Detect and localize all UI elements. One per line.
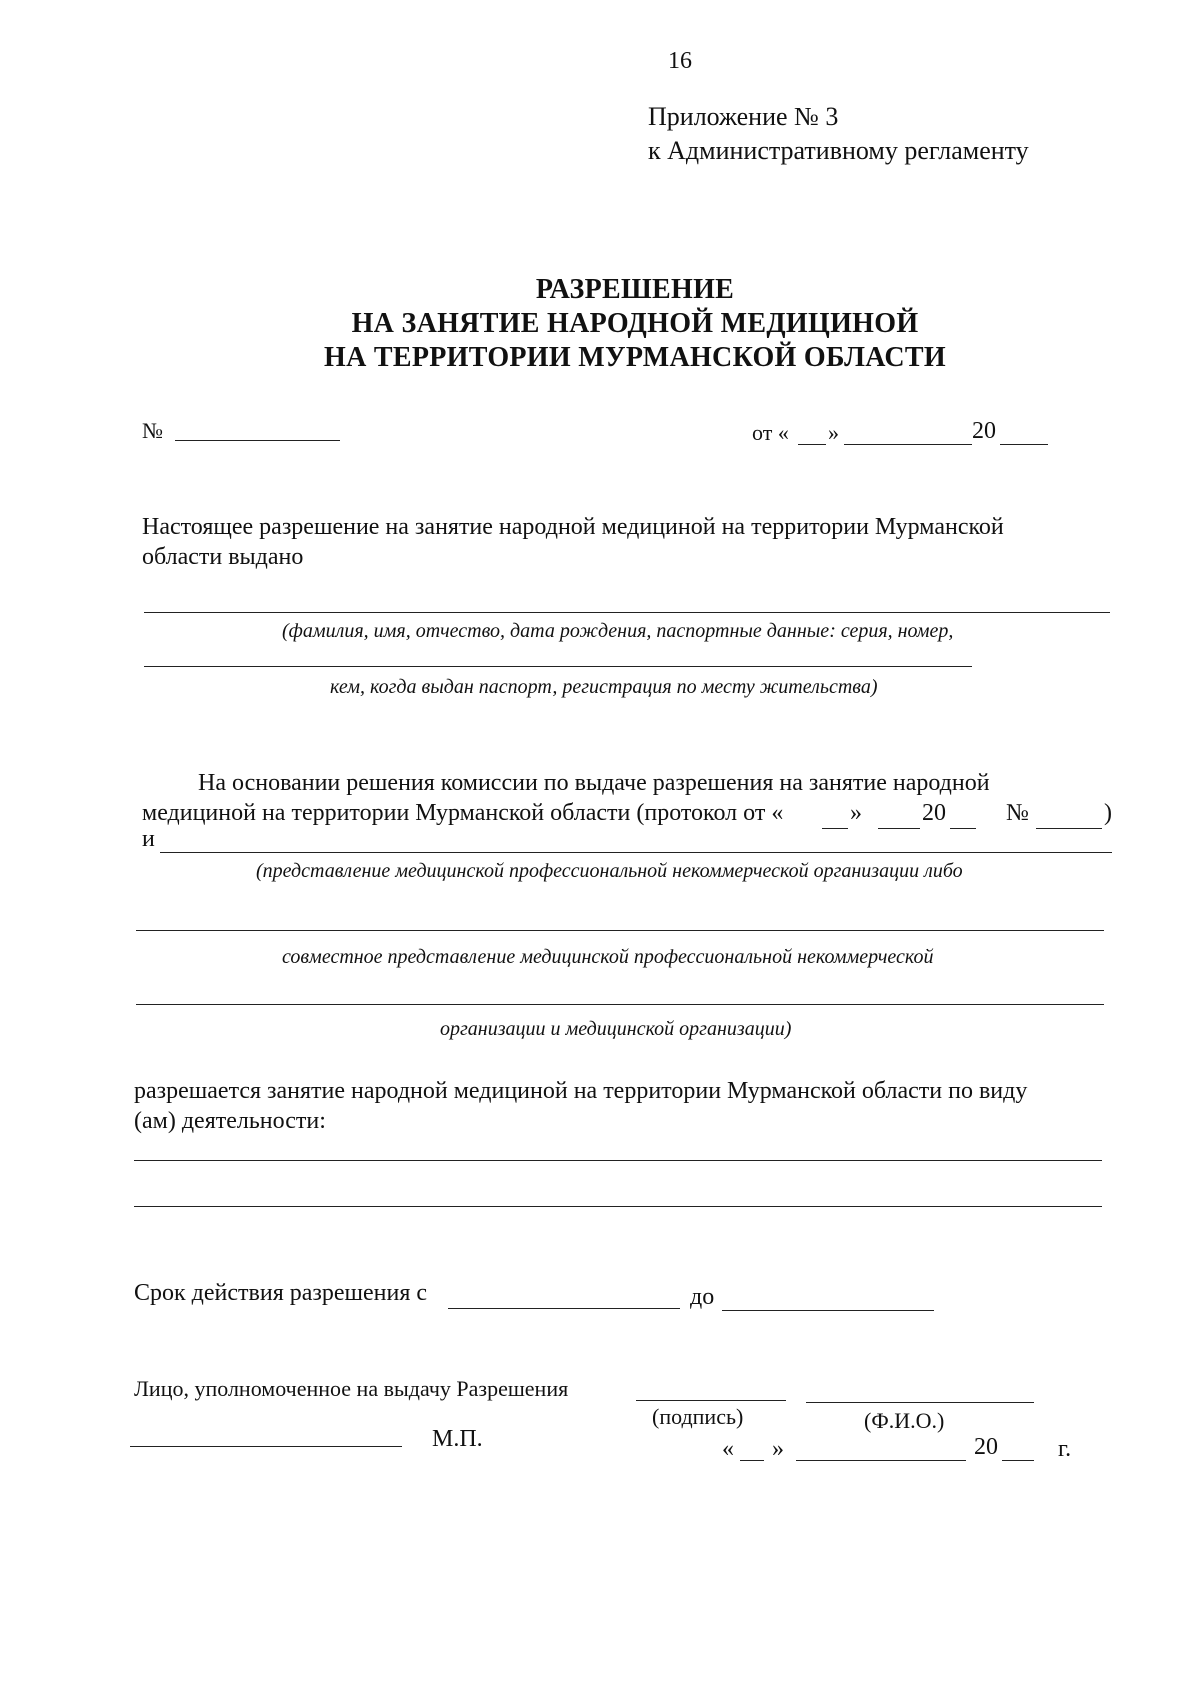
activity-line-2[interactable] — [134, 1206, 1102, 1207]
activity-line-1[interactable] — [134, 1160, 1102, 1161]
basis-text-line-2: медициной на территории Мурманской области (протокол от « — [142, 800, 784, 826]
date-year-line[interactable] — [1000, 444, 1048, 445]
organization-line-2[interactable] — [136, 930, 1104, 931]
protocol-month-line[interactable] — [878, 828, 920, 829]
protocol-number-sign: № — [1006, 800, 1029, 826]
issue-date-close-quote: » — [772, 1436, 784, 1462]
organization-line-3[interactable] — [136, 1004, 1104, 1005]
protocol-year-line[interactable] — [950, 828, 976, 829]
authorized-person-label: Лицо, уполномоченное на выдачу Разрешения — [134, 1376, 569, 1401]
fio-caption: (Ф.И.О.) — [864, 1408, 945, 1433]
protocol-quote-close: » — [850, 800, 862, 826]
allowed-text-line-1: разрешается занятие народной медициной на территории Мурманской области по виду — [134, 1078, 1028, 1104]
title-line-1: РАЗРЕШЕНИЕ — [535, 274, 735, 305]
issued-text-line-1: Настоящее разрешение на занятие народной медициной на территории Мурманской — [142, 514, 1004, 540]
issue-date-year-prefix: 20 — [974, 1434, 998, 1460]
basis-text-line-1: На основании решения комиссии по выдаче разрешения на занятие народной — [198, 770, 990, 796]
date-quote-close: » — [828, 420, 839, 445]
applicant-caption-2: кем, когда выдан паспорт, регистрация по месту жительства) — [330, 676, 878, 698]
issue-date-year-line[interactable] — [1002, 1460, 1034, 1461]
validity-from-line[interactable] — [448, 1308, 680, 1309]
organization-caption-2: совместное представление медицинской профессиональной некоммерческой — [282, 946, 934, 968]
applicant-caption-1: (фамилия, имя, отчество, дата рождения, паспортные данные: серия, номер, — [282, 620, 954, 642]
validity-label: Срок действия разрешения с — [134, 1280, 428, 1306]
appendix-label: Приложение № 3 — [648, 102, 839, 131]
date-year-prefix: 20 — [972, 418, 996, 444]
validity-to-label: до — [690, 1284, 715, 1310]
protocol-paren-close: ) — [1104, 800, 1112, 826]
page-number: 16 — [668, 48, 692, 74]
title-line-2: НА ЗАНЯТИЕ НАРОДНОЙ МЕДИЦИНОЙ — [351, 308, 919, 339]
issue-date-day-line[interactable] — [740, 1460, 764, 1461]
date-month-line[interactable] — [844, 444, 972, 445]
issue-date-open-quote: « — [722, 1436, 734, 1462]
stamp-label: М.П. — [432, 1426, 483, 1452]
applicant-data-line-1[interactable] — [144, 612, 1110, 613]
appendix-reference: к Административному регламенту — [648, 136, 1029, 165]
organization-caption-1: (представление медицинской профессиональной некоммерческой организации либо — [256, 860, 963, 882]
organization-caption-3: организации и медицинской организации) — [440, 1018, 792, 1040]
signature-line[interactable] — [636, 1400, 786, 1401]
protocol-number-line[interactable] — [1036, 828, 1102, 829]
title-line-3: НА ТЕРРИТОРИИ МУРМАНСКОЙ ОБЛАСТИ — [323, 342, 946, 373]
protocol-day-line[interactable] — [822, 828, 848, 829]
number-field-line[interactable] — [175, 440, 340, 441]
validity-to-line[interactable] — [722, 1310, 934, 1311]
date-prefix: от « — [752, 420, 789, 445]
allowed-text-line-2: (ам) деятельности: — [134, 1108, 326, 1134]
number-sign: № — [142, 418, 163, 443]
applicant-data-line-2[interactable] — [144, 666, 972, 667]
issued-text-line-2: области выдано — [142, 544, 304, 570]
basis-and: и — [142, 826, 155, 852]
stamp-left-line[interactable] — [130, 1446, 402, 1447]
organization-line-1[interactable] — [160, 852, 1112, 853]
fio-line[interactable] — [806, 1402, 1034, 1403]
issue-date-month-line[interactable] — [796, 1460, 966, 1461]
signature-caption: (подпись) — [652, 1404, 744, 1429]
protocol-year-prefix: 20 — [922, 800, 946, 826]
issue-date-year-suffix: г. — [1058, 1436, 1072, 1462]
date-day-line[interactable] — [798, 444, 826, 445]
